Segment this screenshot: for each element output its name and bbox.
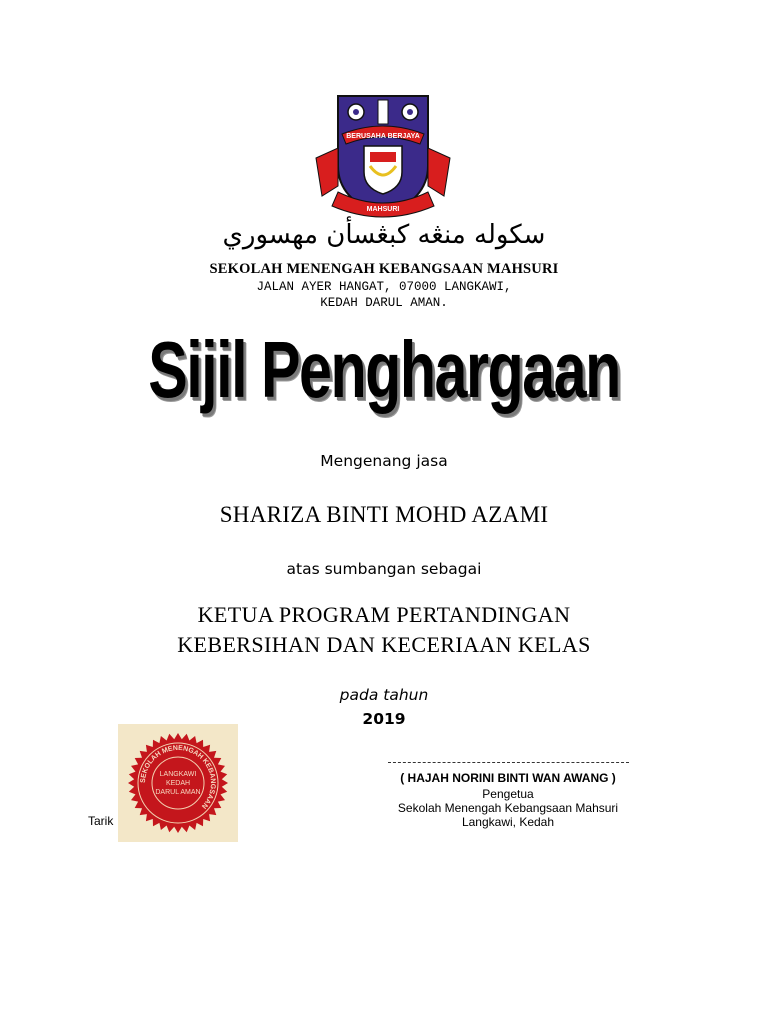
- recipient-name: SHARIZA BINTI MOHD AZAMI: [219, 502, 549, 527]
- jawi-school-name: سکوله منڠه کبڠسأن مهسوري: [222, 220, 546, 250]
- intro-text: Mengenang jasa: [320, 452, 448, 470]
- date-label: Tarik: [88, 814, 114, 828]
- contribution-text: atas sumbangan sebagai: [286, 560, 482, 578]
- seal-stamp: [118, 724, 238, 842]
- crest-motto-bottom: MAHSURI: [366, 206, 400, 213]
- seal-line-1: LANGKAWI: [159, 771, 197, 778]
- school-crest: [308, 88, 458, 224]
- address-line-2: KEDAH DARUL AMAN.: [320, 296, 448, 310]
- address-line-1: JALAN AYER HANGAT, 07000 LANGKAWI,: [256, 280, 512, 294]
- seal-outer-text: SEKOLAH MENENGAH KEBANGSAAN: [139, 744, 217, 810]
- signatory-name: ( HAJAH NORINI BINTI WAN AWANG ): [400, 771, 616, 785]
- school-name: SEKOLAH MENENGAH KEBANGSAAN MAHSURI: [209, 261, 559, 277]
- year-label: pada tahun: [339, 686, 429, 704]
- role-line-1: KETUA PROGRAM PERTANDINGAN: [197, 602, 571, 627]
- certificate-title: Sijil Penghargaan: [148, 325, 620, 414]
- seal-line-2: KEDAH: [165, 780, 191, 787]
- role-line-2: KEBERSIHAN DAN KECERIAAN KELAS: [177, 632, 591, 657]
- official-seal: [118, 724, 238, 842]
- crest-emblem: [308, 88, 458, 224]
- crest-motto-top: BERUSAHA BERJAYA: [346, 133, 420, 140]
- seal-line-3: DARUL AMAN: [155, 789, 201, 796]
- signatory-place: Langkawi, Kedah: [461, 815, 555, 829]
- signatory-school: Sekolah Menengah Kebangsaan Mahsuri: [397, 801, 619, 815]
- signatory-title: Pengetua: [482, 787, 534, 801]
- year-value: 2019: [362, 710, 406, 728]
- signature-line: [388, 762, 629, 763]
